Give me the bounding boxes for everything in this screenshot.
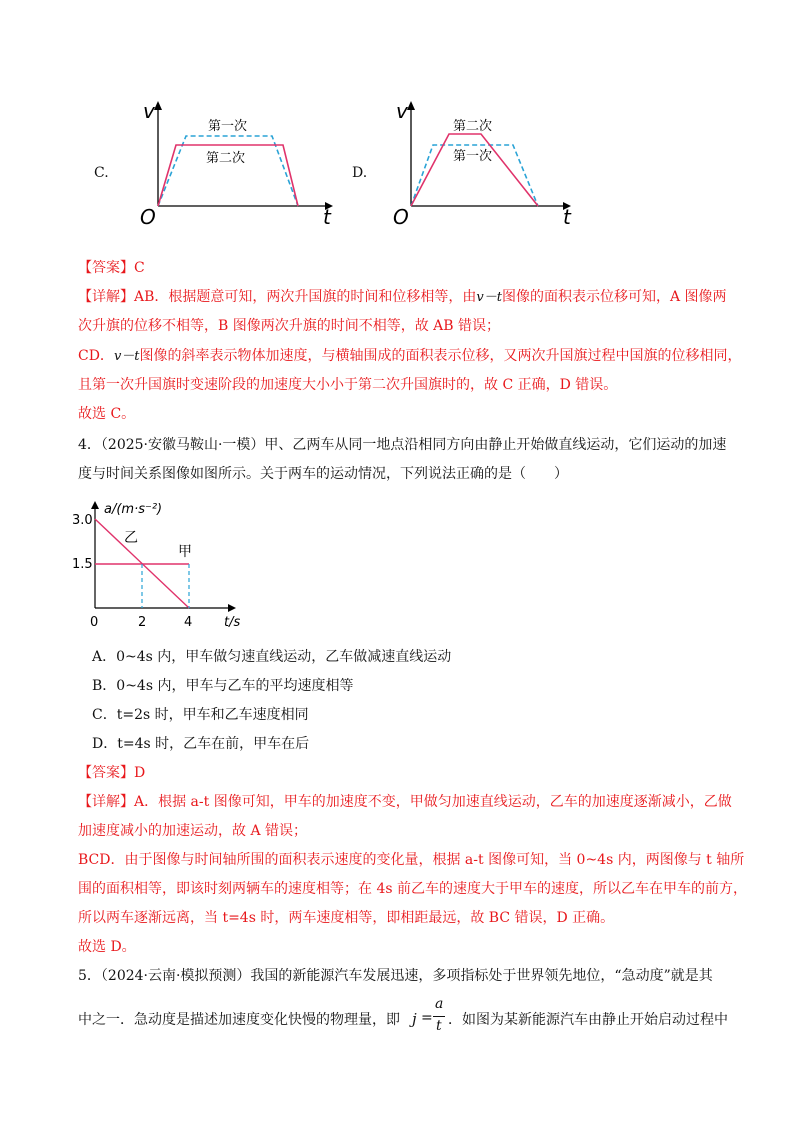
- jia-label: 甲: [178, 544, 192, 560]
- detail-label: 【详解】: [78, 794, 134, 810]
- detail-text: CD．: [78, 348, 114, 364]
- q4-conclusion: 故选 D。: [78, 939, 136, 955]
- q4-stem-line-1: 4．（2025·安徽马鞍山·一模）甲、乙两车从同一地点沿相同方向由静止开始做直线运动，它们运动的加速: [78, 437, 727, 453]
- vt-symbol: v－t: [113, 349, 140, 364]
- stem-text: 中之一．急动度是描述加速度变化快慢的物理量，即: [78, 1012, 400, 1028]
- detail-text: AB．根据题意可知，两次升国旗的时间和位移相等，由: [134, 289, 477, 305]
- t-axis-label: t: [323, 205, 331, 226]
- q4-detail-line-5: 所以两车逐渐远离，当 t=4s 时，两车速度相等，即相距最远，故 BC 错误，D 正确。: [78, 910, 615, 926]
- y-tick-3: 3.0: [72, 513, 93, 528]
- vt-graph-d: [393, 98, 593, 226]
- v-axis-label: v: [396, 99, 408, 123]
- q3-answer: 【答案】C: [78, 260, 145, 276]
- q3-conclusion: 故选 C。: [78, 406, 136, 422]
- formula-denominator: t: [436, 1018, 442, 1034]
- formula-eq: =: [421, 1010, 433, 1026]
- q4-stem-line-2: 度与时间关系图像如图所示。关于两车的运动情况，下列说法正确的是（ ）: [78, 466, 568, 482]
- fraction-bar: [433, 1016, 445, 1017]
- q3-detail-line-4: 且第一次升国旗时变速阶段的加速度大小小于第二次升国旗时的，故 C 正确，D 错误。: [78, 377, 618, 393]
- formula-numerator: a: [435, 996, 444, 1012]
- v-axis-arrow: [407, 101, 415, 110]
- detail-text: 图像的面积表示位移可知，A 图像两: [501, 289, 727, 305]
- origin-label: O: [140, 205, 156, 226]
- vt-graph-c: [140, 98, 340, 226]
- q3-detail-line-2: 次升旗的位移不相等，B 图像两次升旗的时间不相等，故 AB 错误；: [78, 318, 501, 334]
- q4-detail-line-3: BCD．由于图像与时间轴所围的面积表示速度的变化量，根据 a-t 图像可知，当 0~4s 内，两图像与 t 轴所: [78, 852, 745, 868]
- q4-answer: 【答案】D: [78, 765, 146, 781]
- q4-detail-line-1: [78, 793, 732, 811]
- q5-stem-line-1: 5．（2024·云南·模拟预测）我国的新能源汽车发展迅速，多项指标处于世界领先地位，“急动度”就是其: [78, 968, 713, 984]
- second-time-label: 第二次: [206, 151, 246, 166]
- t-axis-label: t/s: [224, 615, 241, 630]
- q4-option-c: C．t=2s 时，甲车和乙车速度相同: [92, 707, 309, 723]
- first-time-label: 第一次: [453, 149, 493, 164]
- detail-label: 【详解】: [78, 289, 134, 305]
- second-time-label: 第二次: [453, 119, 493, 134]
- q5-stem-line-2b: ．如图为某新能源汽车由静止开始启动过程中: [448, 1012, 728, 1028]
- y-tick-1-5: 1.5: [72, 557, 93, 572]
- q4-option-b: B．0~4s 内，甲车与乙车的平均速度相等: [92, 678, 354, 694]
- q4-option-d: D．t=4s 时，乙车在前，甲车在后: [92, 736, 310, 752]
- first-time-line: [158, 136, 298, 206]
- t-axis-label: t: [563, 205, 571, 226]
- detail-text: A．根据 a-t 图像可知，甲车的加速度不变，甲做匀加速直线运动，乙车的加速度逐渐减小，乙做: [134, 794, 732, 810]
- first-time-label: 第一次: [208, 119, 248, 134]
- formula-j: j: [412, 1010, 417, 1028]
- jerk-formula: [412, 996, 452, 1036]
- q5-stem-line-2: [78, 1011, 400, 1029]
- t-axis-arrow: [228, 604, 236, 612]
- x-tick-0: 0: [90, 615, 99, 630]
- v-axis-arrow: [154, 101, 162, 110]
- x-tick-2: 2: [138, 615, 147, 630]
- x-tick-4: 4: [184, 615, 193, 630]
- v-axis-label: v: [143, 99, 155, 123]
- q4-detail-line-4: 围的面积相等，即该时刻两辆车的速度相等；在 4s 前乙车的速度大于甲车的速度，所以乙车在甲车的前方，: [78, 881, 747, 897]
- q4-option-a: A．0~4s 内，甲车做匀速直线运动，乙车做减速直线运动: [92, 649, 452, 665]
- a-axis-arrow: [91, 501, 99, 509]
- option-c-label: C.: [94, 165, 109, 181]
- detail-text: 图像的斜率表示物体加速度，与横轴围成的面积表示位移，又两次升国旗过程中国旗的位移相同，: [139, 348, 742, 364]
- q3-detail-line-1: [78, 288, 727, 307]
- yi-label: 乙: [124, 530, 138, 546]
- origin-label: O: [393, 205, 409, 226]
- at-graph: [68, 493, 268, 633]
- q4-detail-line-2: 加速度减小的加速运动，故 A 错误；: [78, 823, 308, 839]
- vt-symbol: v－t: [476, 290, 502, 305]
- option-d-label: D.: [352, 165, 368, 181]
- a-axis-label: a/(m·s⁻²): [104, 502, 163, 517]
- q3-detail-line-3: [78, 347, 742, 366]
